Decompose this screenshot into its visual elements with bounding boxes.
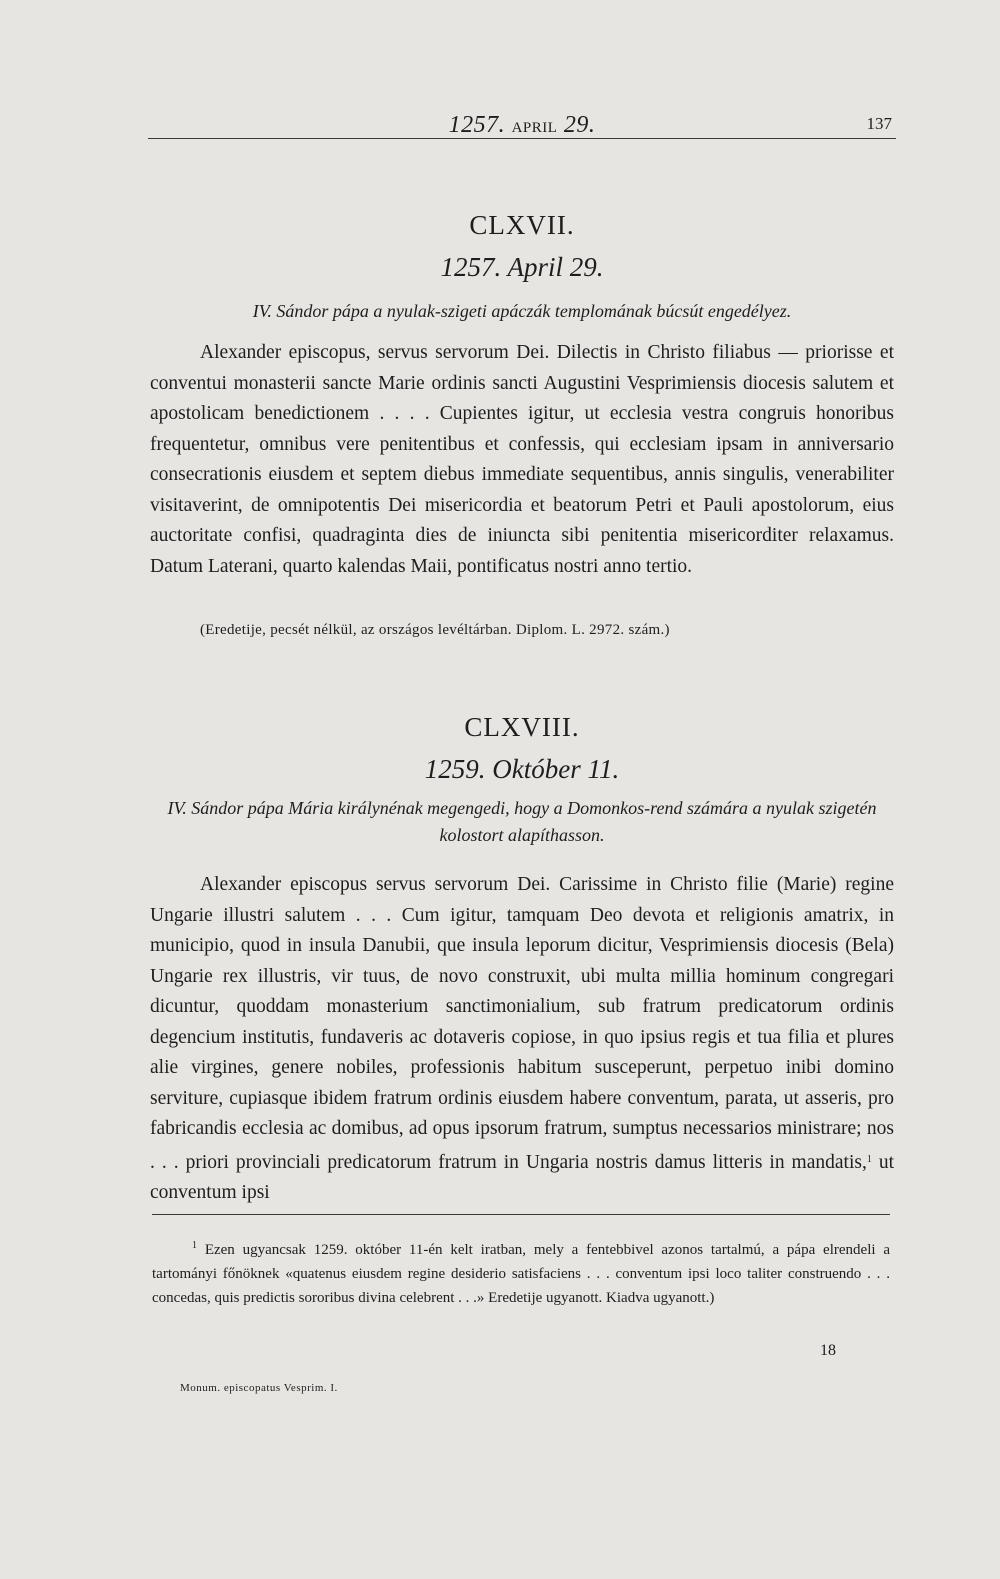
page-number: 137: [866, 114, 892, 133]
doc2-summary-text: IV. Sándor pápa Mária királynénak megengedi, hogy a Domonkos-rend számára a nyulak szigetén kolostort alapíthasson.: [167, 798, 877, 845]
running-head-year: 1257.: [448, 112, 506, 138]
sheet-number: 18: [820, 1342, 836, 1359]
doc2-date-text: 1259. Október 11.: [424, 754, 620, 784]
running-head-date: [148, 112, 896, 139]
doc1-summary-text: IV. Sándor pápa a nyulak-szigeti apáczák templomának búcsút engedélyez.: [252, 301, 792, 321]
signature-line: Monum. episcopatus Vesprim. I.: [180, 1382, 338, 1394]
doc1-number: [150, 210, 894, 241]
doc1-date: [150, 252, 894, 283]
footnote-text: Ezen ugyancsak 1259. október 11-én kelt iratban, mely a fentebbivel azonos tartalmú, a pápa elrendeli a tartományi főnöknek «quatenus eiusdem regine desiderio satisfaciens . . . conventum ipsi loco taliter construendo . . . concedas, quis predictis sororibus divina celebrent . . .» Eredetije ugyanott. Kiadva ugyanott.): [152, 1242, 890, 1306]
doc1-body: [150, 338, 894, 582]
doc2-body-text: Alexander episcopus servus servorum Dei. Carissime in Christo filie (Marie) regine Ungarie illustri salutem . . . Cum igitur, tamquam Deo devota et religionis amatrix, in municipio, quod in insula Danubii, que insula leporum dicitur, Vesprimiensis diocesis (Bela) Ungarie rex illustris, vir tuus, de novo construxit, ubi multa millia hominum congregari dicuntur, quoddam monasterium sanctimonialium, sub fratrum predicatorum ordinis degencium institutis, fundaveris ac dotaveris copiose, in quo ipsius regis et tua filia et plures alie virgines, genere nobiles, professionis habitum susceperunt, perpetuo inibi domino serviture, cupiasque ibidem fratrum ordinis eiusdem habere conventum, parata, ut asseris, pro fabricandis ecclesia ac domibus, ad opus ipsorum fratrum, sumptus necessarios ministrare; nos . . . priori provinciali predicatorum fratrum in Ungaria nostris damus litteris in mandatis,: [150, 874, 894, 1173]
doc2-number: [150, 712, 894, 743]
running-head-month: APRIL: [511, 120, 558, 136]
doc2-number-text: CLXVIII.: [464, 712, 580, 742]
footnote-marker: 1: [192, 1240, 197, 1251]
doc1-source-note-text: (Eredetije, pecsét nélkül, az országos levéltárban. Diplom. L. 2972. szám.): [200, 622, 670, 638]
doc1-number-text: CLXVII.: [469, 210, 575, 240]
doc1-source-note: [200, 622, 894, 639]
doc1-summary: [150, 298, 894, 325]
footnote-divider: [152, 1214, 890, 1215]
doc2-body-text-end: ut conventum ipsi: [150, 1151, 894, 1203]
doc1-body-text: Alexander episcopus, servus servorum Dei. Dilectis in Christo filiabus — priorisse et conventui monasterii sancte Marie ordinis sancti Augustini Vesprimiensis diocesis salutem et apostolicam benedictionem . . . . Cupientes igitur, ut ecclesia vestra congruis honoribus frequentetur, omnibus vere penitentibus et confessis, qui ecclesiam ipsam in anniversario consecrationis eiusdem et septem diebus immediate sequentibus, annis singulis, venerabiliter visitaverint, de omnipotentis Dei misericordia et beatorum Petri et Pauli apostolorum, eius auctoritate confisi, quadraginta dies de iniuncta sibi penitentia misericorditer relaxamus. Datum Laterani, quarto kalendas Maii, pontificatus nostri anno tertio.: [150, 342, 894, 577]
running-head: [148, 108, 896, 139]
doc2-date: [150, 754, 894, 785]
doc2-summary: [150, 795, 894, 849]
footnote: [152, 1234, 890, 1310]
doc1-date-text: 1257. April 29.: [440, 252, 604, 282]
running-head-day: 29.: [563, 112, 596, 138]
footnote-reference: 1: [866, 1153, 872, 1165]
doc2-body: [150, 870, 894, 1209]
